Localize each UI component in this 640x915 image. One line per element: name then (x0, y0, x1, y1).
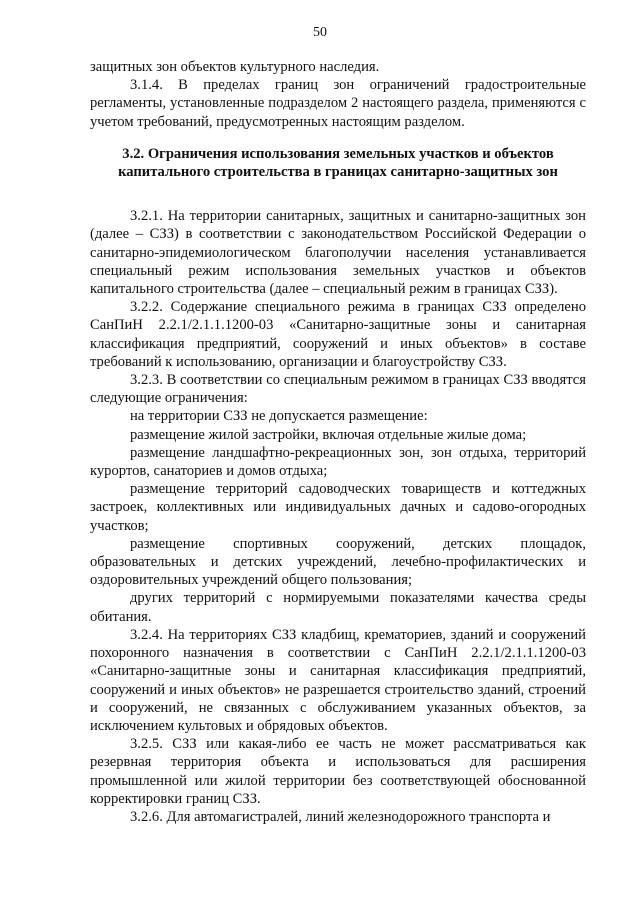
paragraph-3-2-6: 3.2.6. Для автомагистралей, линий железнодорожного транспорта и (130, 808, 551, 825)
page-body (90, 58, 586, 826)
paragraph-3-2-1: 3.2.1. На территории санитарных, защитных и санитарно-защитных зон (далее – СЗЗ) в соответствии с законодательством Российской Федерации о санитарно-эпидемиологическом благополучии населения устанавливается специальный режим использования земельных участков и объектов капитального строительства (далее – специальный режим в границах СЗЗ). (90, 208, 586, 298)
restriction-item-recreation: размещение ландшафтно-рекреационных зон, зон отдыха, территорий курортов, санаториев и домов отдыха; (90, 444, 586, 480)
paragraph-3-2-2: 3.2.2. Содержание специального режима в границах СЗЗ определено СанПиН 2.2.1/2.1.1.1200-03 «Санитарно-защитные зоны и санитарная классификация предприятий, сооружений и иных объектов» в составе требований к использованию, организации и благоустройству СЗЗ. (90, 299, 586, 370)
restriction-item-sports-education: размещение спортивных сооружений, детских площадок, образовательных и детских учреждений, лечебно-профилактических и оздоровительных учреждений общего пользования; (90, 535, 586, 589)
section-heading: 3.2. Ограничения использования земельных участков и объектов капитального строительства в границах санитарно-защитных зон (118, 145, 558, 181)
paragraph-3-2-5: 3.2.5. СЗЗ или какая-либо ее часть не может рассматриваться как резервная территория объекта и использоваться для расширения промышленной или жилой территории без соответствующей обоснованной корректировки границ СЗЗ. (90, 736, 586, 807)
restriction-intro: на территории СЗЗ не допускается размещение: (130, 408, 428, 425)
paragraph-3-2-4: 3.2.4. На территориях СЗЗ кладбищ, крематориев, зданий и сооружений похоронного назначения в соответствии с СанПиН 2.2.1/2.1.1.1200-03 «Санитарно-защитные зоны и санитарная классификация предприятий, сооружений и иных объектов» не разрешается строительство зданий, строений и сооружений, не связанных с обслуживанием указанных объектов, за исключением культовых и обрядовых объектов. (90, 626, 586, 734)
paragraph-3-2-3: 3.2.3. В соответствии со специальным режимом в границах СЗЗ вводятся следующие ограничения: (90, 372, 586, 407)
restriction-item-other-territories: других территорий с нормируемыми показателями качества среды обитания. (90, 590, 586, 625)
page-number: 50 (313, 25, 327, 40)
restriction-item-garden-plots: размещение территорий садоводческих товариществ и коттеджных застроек, коллективных или индивидуальных дачных и садово-огородных участков; (90, 481, 586, 534)
restriction-item-housing: размещение жилой застройки, включая отдельные жилые дома; (130, 426, 527, 443)
paragraph-3-1-4: 3.1.4. В пределах границ зон ограничений градостроительные регламенты, установленные подразделом 2 настоящего раздела, применяются с учетом требований, предусмотренных настоящим разделом. (90, 77, 586, 130)
paragraph-continuation: защитных зон объектов культурного наследия. (90, 59, 380, 75)
